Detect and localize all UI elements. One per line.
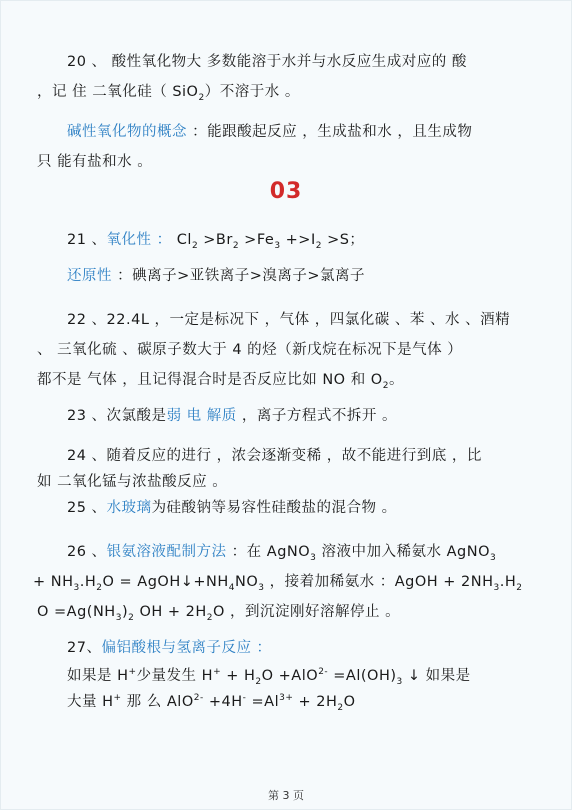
basic-oxide-line-1: 碱性氧化物的概念 ：能跟酸起反应 ，生成盐和水 ，且生成物 — [67, 124, 473, 140]
item-27-title: 27、偏铝酸根与氢离子反应 ： — [67, 640, 272, 656]
reducing-label: 还原性 — [67, 268, 112, 284]
item-26-line-2: + $NH_3.H_2O$ = $AgOH↓+NH_4NO_3$ ，接着加稀氨水 ：AgOH + $2NH_3.H_2$ — [33, 574, 523, 593]
page-number: 第 3 页 — [268, 789, 304, 802]
weak-electrolyte-label: 弱 电 解质 — [166, 408, 237, 424]
item-22-line-2: 、 三氧化硫 、碳原子数大于 4 的烃（新戊烷在标况下是气体 ） — [37, 342, 463, 358]
item-27-line-1: 如果是 H+少量发生 $H^+ + H_2O +AlO^{2-} =Al(OH)_3$ ↓ 如果是 — [67, 667, 471, 687]
item-26-line-1: 26 、银氨溶液配制方法 ：在 AgNO$_3$ 溶液中加入稀氨水 AgNO$_3$ — [67, 544, 497, 563]
item-24-line-2: 如 二氧化锰与浓盐酸反应 。 — [37, 474, 228, 490]
reducing-line: 还原性 ：碘离子>亚铁离子>溴离子>氯离子 — [67, 268, 366, 284]
item-20-line-1: 20 、 酸性氧化物大 多数能溶于水并与水反应生成对应的 酸 — [67, 54, 467, 70]
item-22-line-3: 都不是 气体 ，且记得混合时是否反应比如 NO 和 $O_2$。 — [37, 372, 404, 391]
item-21: 21 、氧化性 ： $Cl_2 >Br_2 >Fe_3 +>I_2 >S$； — [67, 232, 365, 251]
metaaluminate-label: 偏铝酸根与氢离子反应 — [101, 640, 252, 656]
item-25: 25 、水玻璃为硅酸钠等易容性硅酸盐的混合物 。 — [67, 500, 397, 516]
basic-oxide-line-2: 只 能有盐和水 。 — [37, 154, 153, 170]
silver-ammonia-label: 银氨溶液配制方法 — [106, 544, 227, 560]
oxidizing-label: 氧化性 — [106, 232, 152, 248]
basic-oxide-label: 碱性氧化物的概念 — [67, 124, 187, 140]
item-23: 23 、次氯酸是弱 电 解质 ，离子方程式不拆开 。 — [67, 408, 397, 424]
water-glass-label: 水玻璃 — [106, 500, 152, 516]
section-heading: 03 — [269, 179, 303, 204]
item-22-line-1: 22 、22.4L ，一定是标况下 ，气体 ，四氯化碳 、苯 、水 、酒精 — [67, 312, 511, 328]
item-20-line-2: ，记 住 二氧化硅（ SiO$_2$）不溶于水 。 — [37, 84, 300, 103]
item-26-line-3: $O =Ag(NH_3)_2$ OH + $2H_2O$ ，到沉淀刚好溶解停止 。 — [37, 604, 401, 623]
item-27-line-2: 大量 H+ 那 么 $AlO^{2-} +4H^- =Al^{3+} + 2H_2O$ — [67, 693, 356, 713]
item-24-line-1: 24 、随着反应的进行 ，浓会逐渐变稀 ，故不能进行到底 ，比 — [67, 448, 482, 464]
